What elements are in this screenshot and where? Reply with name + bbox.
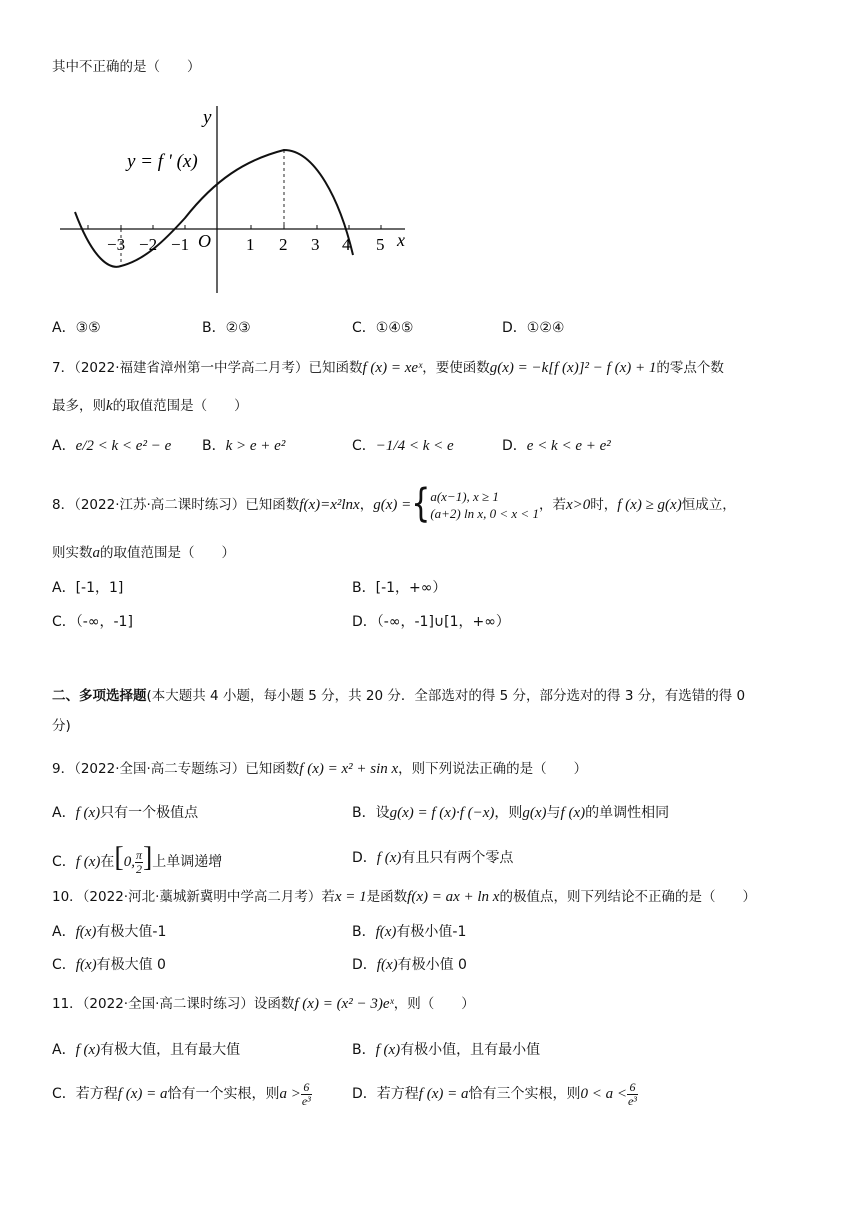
q9-stem: 9．（2022·全国·高二专题练习）已知函数f (x) = x² + sin x，则下列说法正确的是（ ） bbox=[52, 761, 588, 777]
origin-label: O bbox=[198, 231, 211, 251]
q9-option-b[interactable]: B．设g(x) = f (x)·f (−x)，则g(x)与f (x)的单调性相同 bbox=[352, 805, 670, 821]
q8-stem-line2: 则实数a的取值范围是（ ） bbox=[52, 545, 235, 561]
q10-stem: 10．（2022·河北·藁城新冀明中学高二月考）若x = 1是函数f(x) = ax + ln x的极值点，则下列结论不正确的是（ ） bbox=[52, 889, 756, 905]
tick-label: 3 bbox=[311, 235, 320, 254]
q7-option-b[interactable]: B．k > e + e² bbox=[202, 438, 286, 454]
q9-option-d[interactable]: D．f (x)有且只有两个零点 bbox=[352, 850, 514, 866]
q7-stem-line1: 7．（2022·福建省漳州第一中学高二月考）已知函数f (x) = xeˣ，要使函数g(x) = −k[f (x)]² − f (x) + 1的零点个数 bbox=[52, 360, 724, 376]
q7-option-c[interactable]: C．−1/4 < k < e bbox=[352, 438, 454, 454]
x-axis-label: x bbox=[397, 230, 405, 250]
q11-option-d[interactable]: D．若方程f (x) = a恰有三个实根，则0 < a < $\frac{6}{\text{e³}}$ bbox=[352, 1079, 637, 1108]
section2-heading: 二、多项选择题(本大题共 4 小题，每小题 5 分，共 20 分．全部选对的得 5 分，部分选对的得 3 分，有选错的得 0 bbox=[52, 688, 746, 704]
q9-option-a[interactable]: A．f (x)只有一个极值点 bbox=[52, 805, 199, 821]
tick-label: 4 bbox=[342, 235, 351, 254]
q11-stem: 11．（2022·全国·高二课时练习）设函数f (x) = (x² − 3)eˣ，则（ ） bbox=[52, 996, 475, 1012]
q8-option-b[interactable]: B．[-1，+∞） bbox=[352, 580, 447, 596]
q10-option-b[interactable]: B．f(x)有极小值-1 bbox=[352, 924, 467, 940]
q6-option-a[interactable]: A．③⑤ bbox=[52, 320, 101, 336]
q8-piece-2: (a+2) ln x, 0 < x < 1 bbox=[430, 506, 539, 521]
q6-option-c[interactable]: C．①④⑤ bbox=[352, 320, 414, 336]
q7-g-def: g(x) = −k[f (x)]² − f (x) + 1 bbox=[489, 360, 657, 376]
q7-stem-line2: 最多，则k的取值范围是（ ） bbox=[52, 398, 248, 414]
tick-label: 1 bbox=[246, 235, 255, 254]
q8-option-a[interactable]: A．[-1，1] bbox=[52, 580, 124, 596]
q8-option-d[interactable]: D．（-∞，-1]∪[1，+∞） bbox=[352, 614, 510, 630]
tick-label: −1 bbox=[171, 235, 190, 254]
q6-option-b[interactable]: B．②③ bbox=[202, 320, 251, 336]
q7-f-def: f (x) = xeˣ bbox=[362, 360, 423, 376]
question-intro: 其中不正确的是（ ） bbox=[52, 59, 201, 75]
curve-label: y = f ' (x) bbox=[127, 151, 198, 172]
q11-option-b[interactable]: B．f (x)有极小值，且有最小值 bbox=[352, 1042, 541, 1058]
q10-option-c[interactable]: C．f(x)有极大值 0 bbox=[52, 957, 166, 973]
q10-option-a[interactable]: A．f(x)有极大值-1 bbox=[52, 924, 167, 940]
section2-heading-cont: 分) bbox=[52, 718, 71, 734]
derivative-graph bbox=[55, 100, 415, 305]
q7-option-a[interactable]: A．e/2 < k < e² − e bbox=[52, 438, 172, 454]
q8-piece-1: a(x−1), x ≥ 1 bbox=[430, 489, 499, 504]
q7-option-d[interactable]: D．e < k < e + e² bbox=[502, 438, 611, 454]
tick-label: −3 bbox=[107, 235, 126, 254]
q8-stem-line1: 8．（2022·江苏·高二课时练习）已知函数f(x)=x²lnx，g(x) ={ a(x−1), x ≥ 1 (a+2) ln x, 0 < x < 1 ，若x>0时，f (x) ≥ g(x)恒成立， bbox=[52, 481, 736, 528]
q11-option-c[interactable]: C．若方程f (x) = a恰有一个实根，则a > $\frac{6}{\text{e³}}$ bbox=[52, 1079, 311, 1108]
q6-option-d[interactable]: D．①②④ bbox=[502, 320, 565, 336]
tick-label: 2 bbox=[279, 235, 288, 254]
q9-option-c[interactable]: C．f (x)在[0, $\frac{\pi}{2}$ ]上单调递增 bbox=[52, 842, 223, 876]
tick-label: 5 bbox=[376, 235, 385, 254]
q10-option-d[interactable]: D．f(x)有极小值 0 bbox=[352, 957, 467, 973]
y-axis-label: y bbox=[203, 107, 212, 128]
tick-label: −2 bbox=[139, 235, 158, 254]
q11-option-a[interactable]: A．f (x)有极大值，且有最大值 bbox=[52, 1042, 241, 1058]
q8-option-c[interactable]: C．（-∞，-1] bbox=[52, 614, 133, 630]
